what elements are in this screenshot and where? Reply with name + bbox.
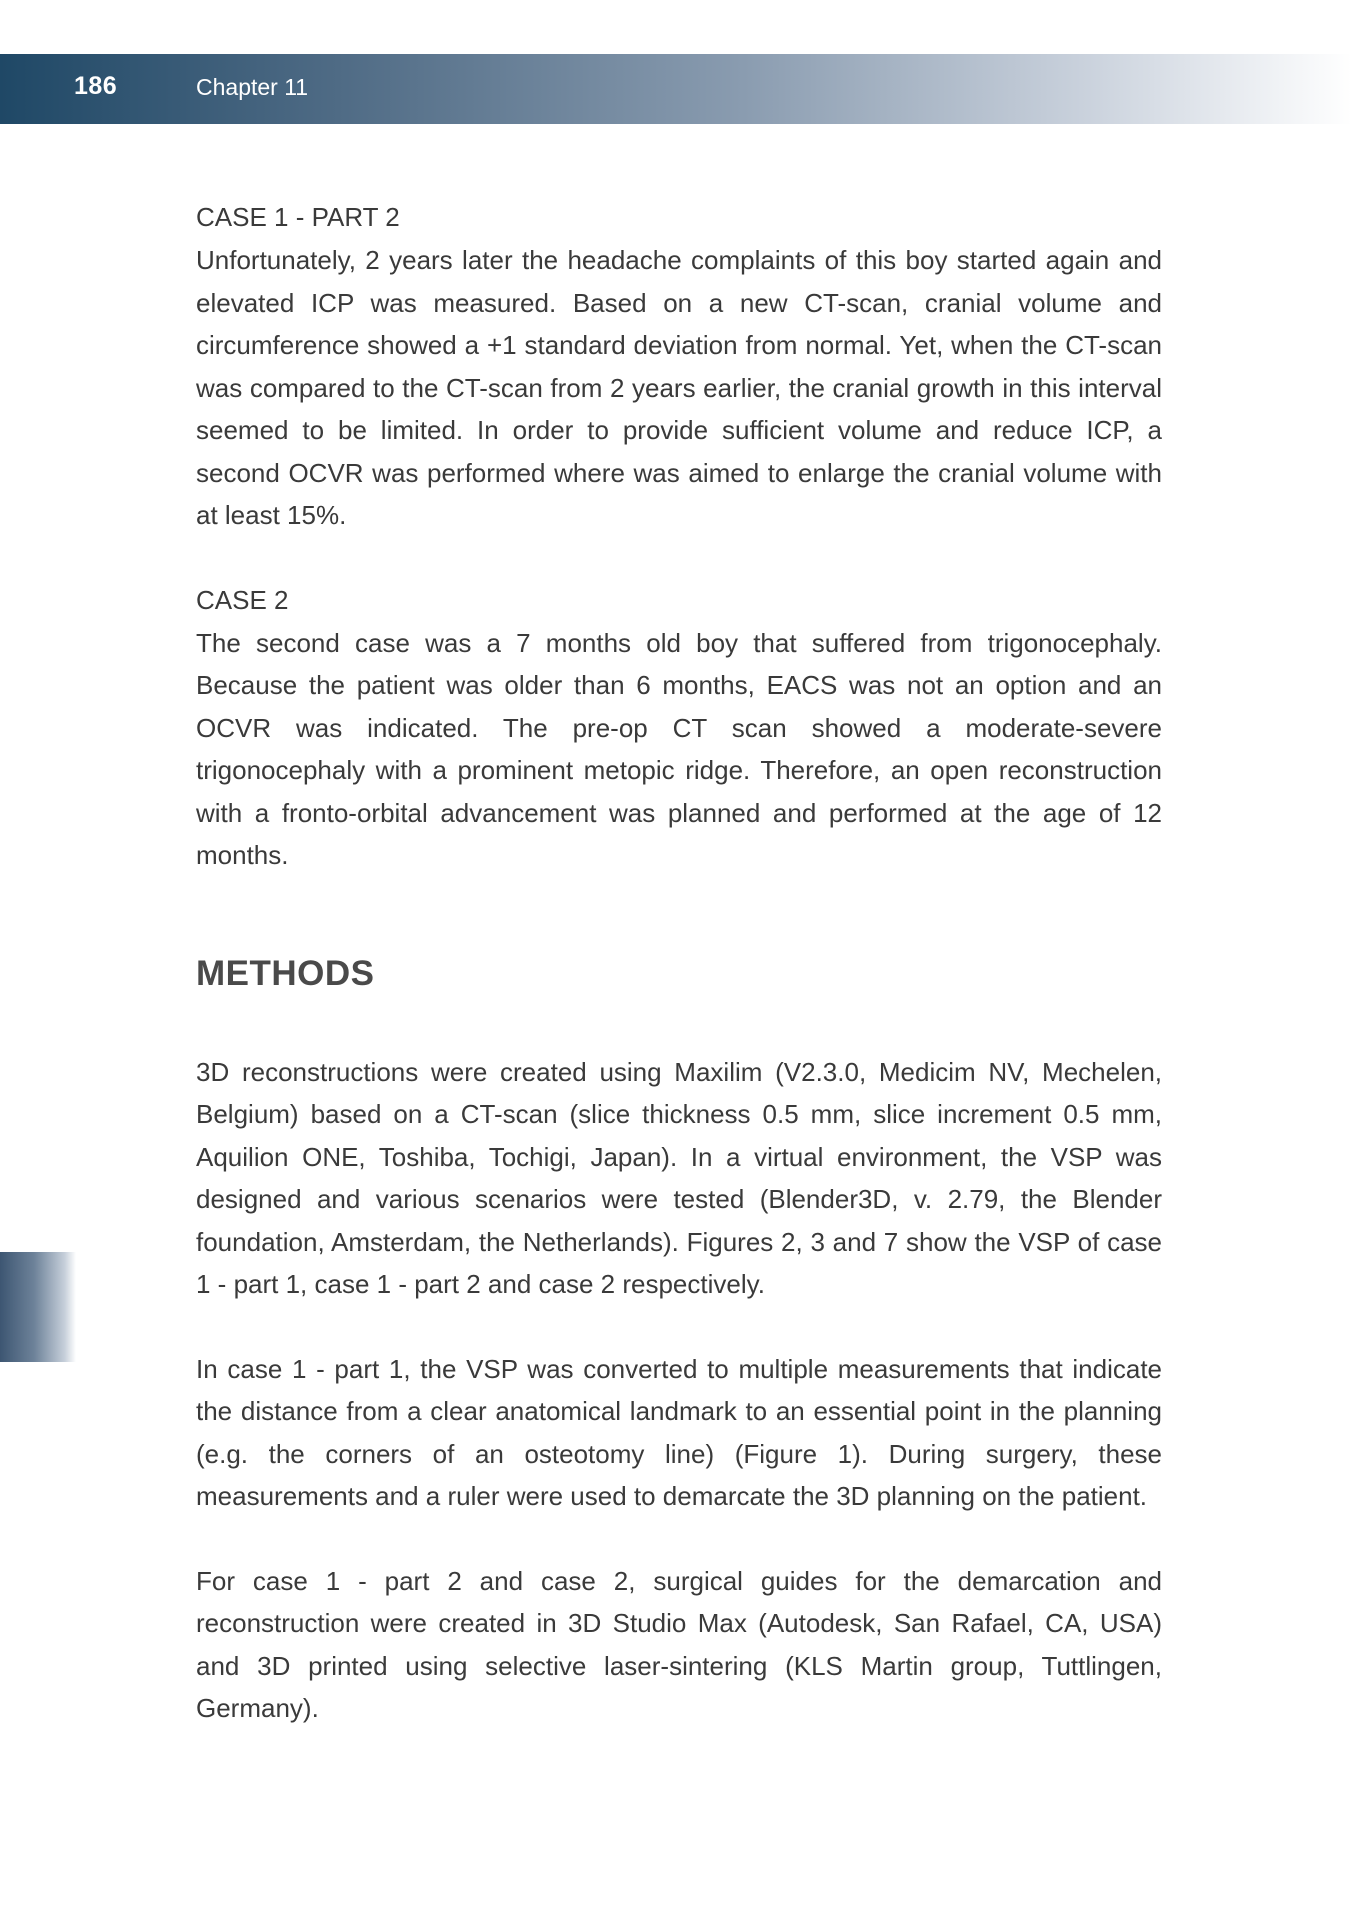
chapter-title: Chapter 11 (196, 74, 309, 100)
case1-part2-heading: CASE 1 - PART 2 (196, 202, 400, 232)
page-content (196, 196, 1162, 1730)
page-number: 186 (74, 72, 118, 100)
side-tab-marker (0, 1252, 76, 1362)
case2-heading: CASE 2 (196, 584, 289, 615)
methods-paragraph-2: In case 1 - part 1, the VSP was converted to multiple measurements that indicate the distance from a clear anatomical landmark to an essential point in the planning (e.g. the corners of an osteotomy line) (Figure 1). During surgery, these measurements and a ruler were used to demarcate the 3D planning on the patient. (196, 1353, 1162, 1511)
methods-heading: METHODS (196, 953, 375, 993)
methods-paragraph-1: 3D reconstructions were created using Maxilim (V2.3.0, Medicim NV, Mechelen, Belgium) based on a CT-scan (slice thickness 0.5 mm, slice increment 0.5 mm, Aquilion ONE, Toshiba, Tochigi, Japan). In a virtual environment, the VSP was designed and various scenarios were tested (Blender3D, v. 2.79, the Blender foundation, Amsterdam, the Netherlands). Figures 2, 3 and 7 show the VSP of case 1 - part 1, case 1 - part 2 and case 2 respectively. (196, 1056, 1162, 1299)
methods-paragraph-3: For case 1 - part 2 and case 2, surgical guides for the demarcation and reconstruction were created in 3D Studio Max (Autodesk, San Rafael, CA, USA) and 3D printed using selective laser-sintering (KLS Martin group, Tuttlingen, Germany). (196, 1565, 1162, 1723)
case2-paragraph: The second case was a 7 months old boy that suffered from trigonocephaly. Because the patient was older than 6 months, EACS was not an option and an OCVR was indicated. The pre-op CT scan showed a moderate-severe trigonocephaly with a prominent metopic ridge. Therefore, an open reconstruction with a fronto-orbital advancement was planned and performed at the age of 12 months. (196, 627, 1162, 870)
case1-part2-paragraph: Unfortunately, 2 years later the headache complaints of this boy started again and elevated ICP was measured. Based on a new CT-scan, cranial volume and circumference showed a +1 standard deviation from normal. Yet, when the CT-scan was compared to the CT-scan from 2 years earlier, the cranial growth in this interval seemed to be limited. In order to provide sufficient volume and reduce ICP, a second OCVR was performed where was aimed to enlarge the cranial volume with at least 15%. (196, 245, 1162, 530)
